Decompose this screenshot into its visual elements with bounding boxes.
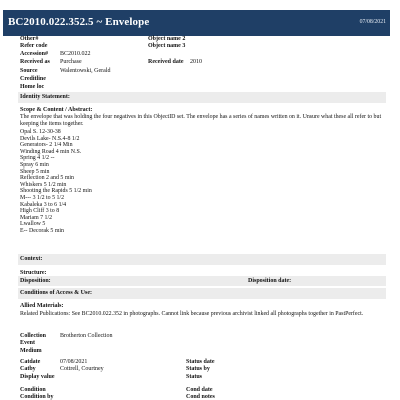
disposition-label: Disposition: bbox=[20, 278, 51, 284]
status-label: Status bbox=[186, 374, 203, 380]
list-item: Shooting the Rapids 5 1/2 min bbox=[20, 188, 92, 195]
disposition-section bbox=[18, 276, 386, 286]
accession-label: Accession# bbox=[20, 51, 48, 57]
abstract-text: The envelope that was holding the four negatives in this ObjectID set. The envelope has a series of names written on it. Unsure what these all refer to but keeping the items together. bbox=[20, 114, 382, 127]
list-item: Spring 4 1/2 -- bbox=[20, 155, 55, 162]
condition-by-label: Condition by bbox=[20, 394, 54, 400]
catdate-label: Catdate bbox=[20, 359, 41, 365]
list-item: Sheep 5 min bbox=[20, 168, 50, 175]
received-date-value: 2010 bbox=[190, 59, 202, 65]
list-item: High Cliff 3 to 8 bbox=[20, 208, 60, 215]
list-item: Reflection 2 and 5 min bbox=[20, 175, 74, 182]
object-name-2-label: Object name 2 bbox=[148, 36, 186, 42]
identity-statement-section: Identity Statement: bbox=[18, 92, 386, 103]
abstract-name-list bbox=[20, 129, 92, 235]
list-item: Mariam 7 1/2 bbox=[20, 214, 53, 221]
catby-value: Cottrell, Courtney bbox=[60, 366, 104, 372]
received-as-label: Received as bbox=[20, 59, 50, 65]
cond-notes-label: Cond notes bbox=[186, 394, 215, 400]
creditline-label: Creditline bbox=[20, 76, 46, 82]
condition-label: Condition bbox=[20, 387, 46, 393]
related-publications-text: Related Publications: See BC2010.022.352 in photographs. Cannot link because previous archivist linked all photographs together in PastPerfect. bbox=[20, 311, 364, 317]
list-item: Spray 6 min bbox=[20, 161, 49, 168]
medium-label: Medium bbox=[20, 348, 42, 354]
conditions-access-section: Conditions of Access & Use: bbox=[18, 288, 386, 299]
record-print-date: 07/08/2021 bbox=[359, 19, 386, 25]
accession-value: BC2010.022 bbox=[60, 51, 91, 57]
source-value: Walentowski, Gerald bbox=[60, 68, 111, 74]
cond-date-label: Cond date bbox=[186, 387, 213, 393]
structure-label: Structure: bbox=[20, 270, 47, 276]
received-date-label: Received date bbox=[148, 59, 184, 65]
list-item: Devils Lake- N.S.4-8 1/2 bbox=[20, 135, 80, 142]
catby-label: Catby bbox=[20, 366, 36, 372]
refer-code-label: Refer code bbox=[20, 43, 48, 49]
scope-content-heading: Scope & Content / Abstract: bbox=[20, 107, 93, 113]
collection-label: Collection bbox=[20, 333, 46, 339]
list-item: Whiskers 5 1/2 min bbox=[20, 181, 67, 188]
collection-value: Brotherton Collection bbox=[60, 333, 113, 339]
disposition-date-label: Disposition date: bbox=[248, 278, 292, 284]
display-value-label: Display value bbox=[20, 374, 55, 380]
other-number-label: Other# bbox=[20, 36, 39, 42]
record-title: BC2010.022.352.5 ~ Envelope bbox=[8, 16, 150, 28]
object-name-3-label: Object name 3 bbox=[148, 43, 186, 49]
list-item: Lwallow 5 bbox=[20, 221, 46, 228]
list-item: M--- 3 1/2 to 5 1/2 bbox=[20, 194, 65, 201]
event-label: Event bbox=[20, 340, 35, 346]
status-by-label: Status by bbox=[186, 366, 210, 372]
list-item: Winding Road 4 min N.S. bbox=[20, 148, 82, 155]
status-date-label: Status date bbox=[186, 359, 215, 365]
list-item: Generators- 2 1/4 Min bbox=[20, 142, 73, 149]
record-header-bar bbox=[3, 10, 390, 36]
context-section: Context: bbox=[18, 254, 386, 265]
home-loc-label: Home loc bbox=[20, 84, 45, 90]
catdate-value: 07/08/2021 bbox=[60, 359, 88, 365]
list-item: E-- Decorak 5 min bbox=[20, 227, 64, 234]
received-as-value: Purchase bbox=[60, 59, 82, 65]
list-item: Kabaleka 3 to 6 1/4 bbox=[20, 201, 67, 208]
list-item: Opal S. 12-30-38 bbox=[20, 129, 61, 135]
allied-materials-heading: Allied Materials: bbox=[20, 303, 64, 309]
source-label: Source bbox=[20, 68, 38, 74]
